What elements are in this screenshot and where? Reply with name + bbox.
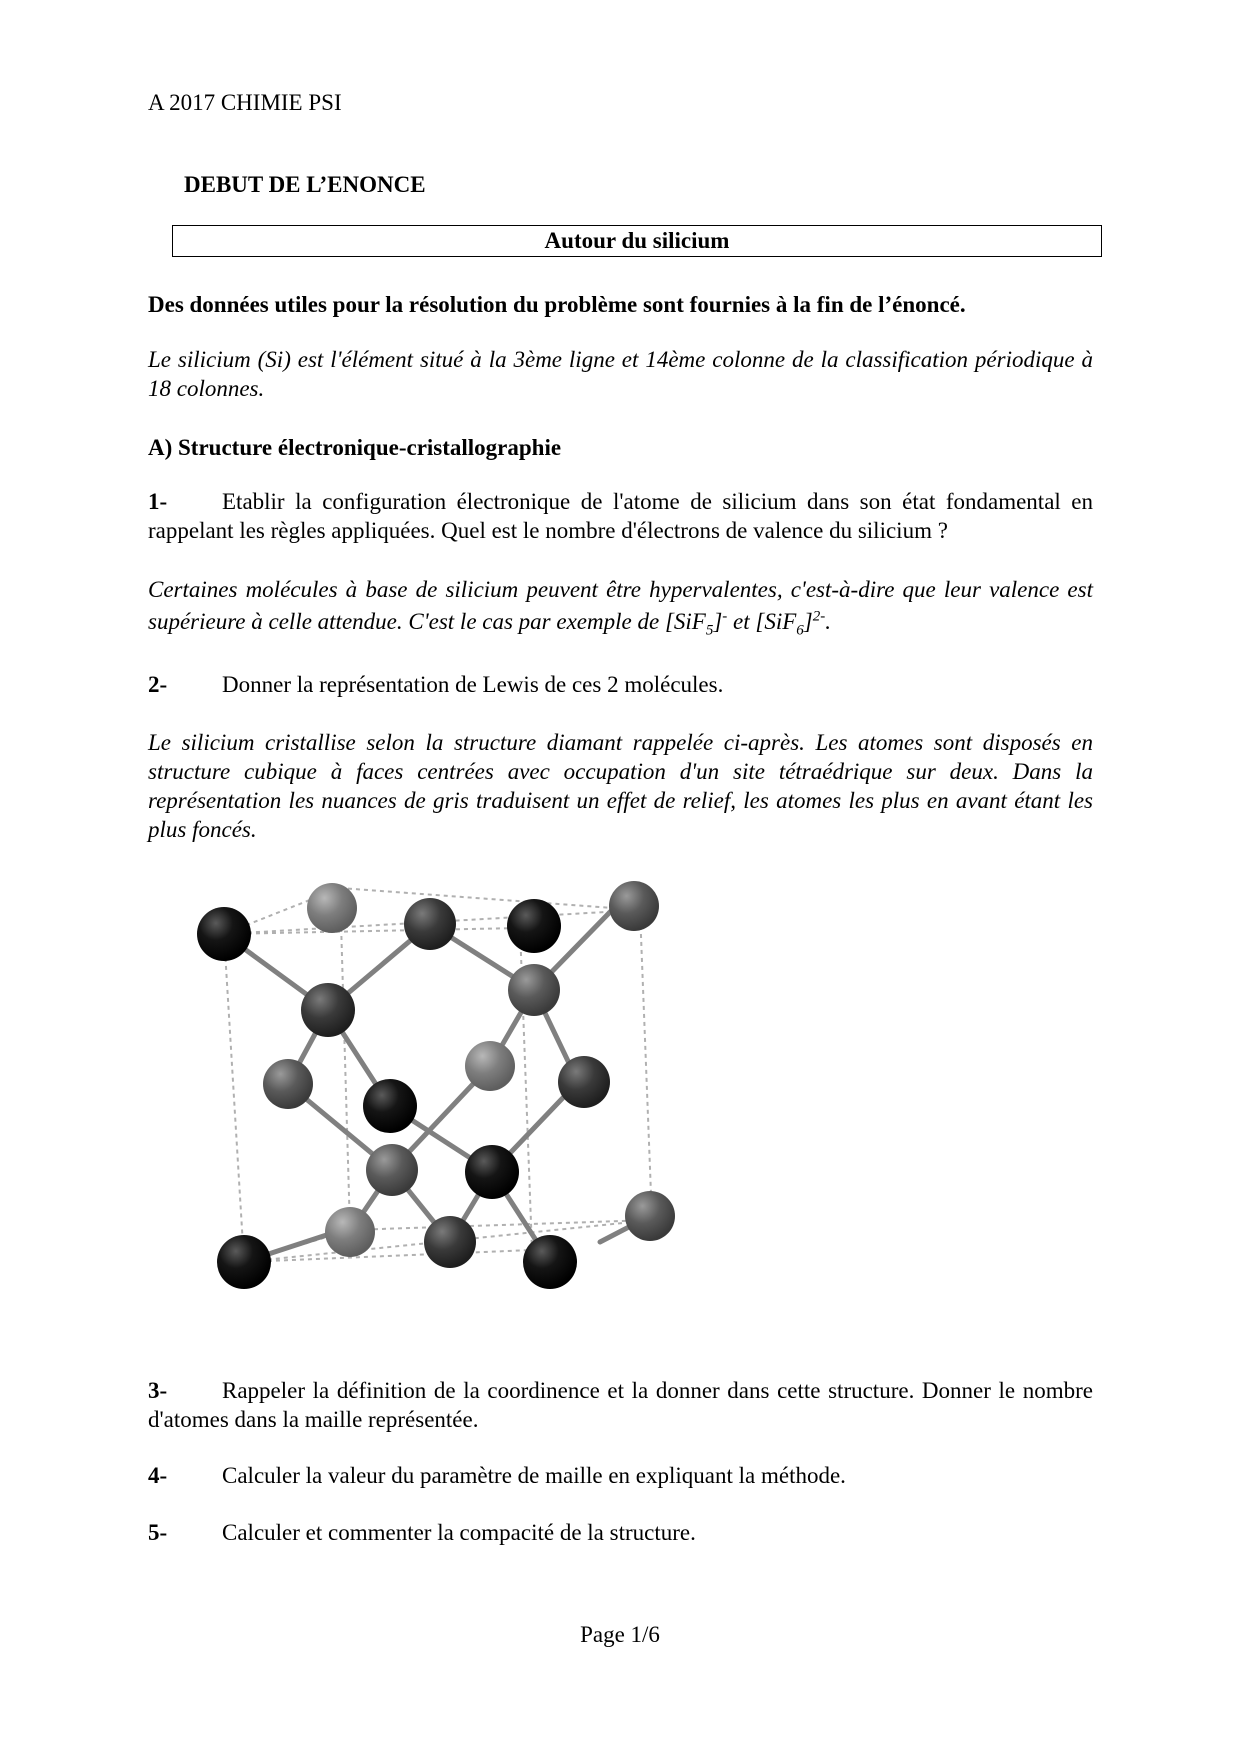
formula-charge: 2- — [812, 608, 826, 625]
question-3 — [148, 1376, 1093, 1434]
crystal-paragraph: Le silicium cristallise selon la structure diamant rappelée ci-après. Les atomes sont disposés en structure cubique à faces centrées avec occupation d'un site tétraédrique sur deux. Dans la représentation les nuances de gris traduisent un effet de relief, les atomes les plus en avant étant les plus foncés. — [148, 730, 1093, 842]
question-1 — [148, 487, 1093, 545]
atom — [523, 1235, 577, 1289]
question-5 — [148, 1518, 1093, 1547]
data-note: Des données utiles pour la résolution du problème sont fournies à la fin de l’énoncé. — [148, 292, 966, 317]
diamond-structure-diagram — [180, 870, 700, 1320]
formula-base: [SiF — [755, 609, 797, 634]
formula-subscript: 5 — [705, 622, 714, 639]
question-number: 3- — [148, 1378, 168, 1403]
debut-heading: DEBUT DE L’ENONCE — [184, 172, 426, 197]
atom — [558, 1056, 610, 1108]
problem-title: Autour du silicium — [172, 225, 1102, 257]
question-text: Calculer la valeur du paramètre de maille en expliquant la méthode. — [222, 1463, 846, 1488]
section-a-heading: A) Structure électronique-cristallographie — [148, 435, 562, 460]
atom — [424, 1216, 476, 1268]
question-number: 2- — [148, 672, 168, 697]
question-4 — [148, 1461, 1093, 1490]
atom — [404, 898, 456, 950]
atom — [197, 907, 251, 961]
atom — [465, 1041, 515, 1091]
atom — [217, 1235, 271, 1289]
intro-paragraph: Le silicium (Si) est l'élément situé à la 3ème ligne et 14ème colonne de la classification périodique à 18 colonnes. — [148, 347, 1093, 401]
question-number: 5- — [148, 1520, 168, 1545]
formula-sif5 — [664, 608, 728, 639]
atom — [366, 1144, 418, 1196]
question-number: 4- — [148, 1463, 168, 1488]
atom — [301, 983, 355, 1037]
formula-subscript: 6 — [796, 622, 804, 639]
sentence-end: . — [825, 609, 831, 634]
formula-base: [SiF — [664, 609, 706, 634]
atom — [625, 1191, 675, 1241]
formula-bracket: ] — [803, 609, 813, 634]
formula-conjunction: et — [727, 609, 756, 634]
question-text: Donner la représentation de Lewis de ces 2 molécules. — [222, 672, 724, 697]
question-text: Calculer et commenter la compacité de la structure. — [222, 1520, 696, 1545]
atom — [263, 1059, 313, 1109]
atom — [507, 899, 561, 953]
atom — [325, 1207, 375, 1257]
question-2 — [148, 670, 1093, 699]
atom — [465, 1145, 519, 1199]
question-number: 1- — [148, 489, 168, 514]
atoms — [197, 881, 675, 1289]
atom — [307, 883, 357, 933]
diamond-structure-figure — [180, 870, 700, 1325]
exam-header: A 2017 CHIMIE PSI — [148, 90, 342, 115]
formula-sif6 — [755, 608, 826, 639]
formula-bracket: ] — [713, 609, 723, 634]
hypervalent-text: Certaines molécules à base de silicium peuvent être hypervalentes, c'est-à-dire que leur valence est supérieure à celle attendue. C'est le cas par exemple de — [148, 577, 1093, 634]
formula-charge: - — [722, 608, 728, 625]
question-text: Etablir la configuration électronique de l'atome de silicium dans son état fondamental en rappelant les règles appliquées. Quel est le nombre d'électrons de valence du silicium ? — [148, 489, 1093, 543]
question-text: Rappeler la définition de la coordinence et la donner dans cette structure. Donner le nombre d'atomes dans la maille représentée. — [148, 1378, 1093, 1432]
atom — [363, 1079, 417, 1133]
hypervalent-paragraph — [148, 574, 1093, 638]
page-number: Page 1/6 — [580, 1622, 660, 1647]
atom — [508, 964, 560, 1016]
atom — [609, 881, 659, 931]
